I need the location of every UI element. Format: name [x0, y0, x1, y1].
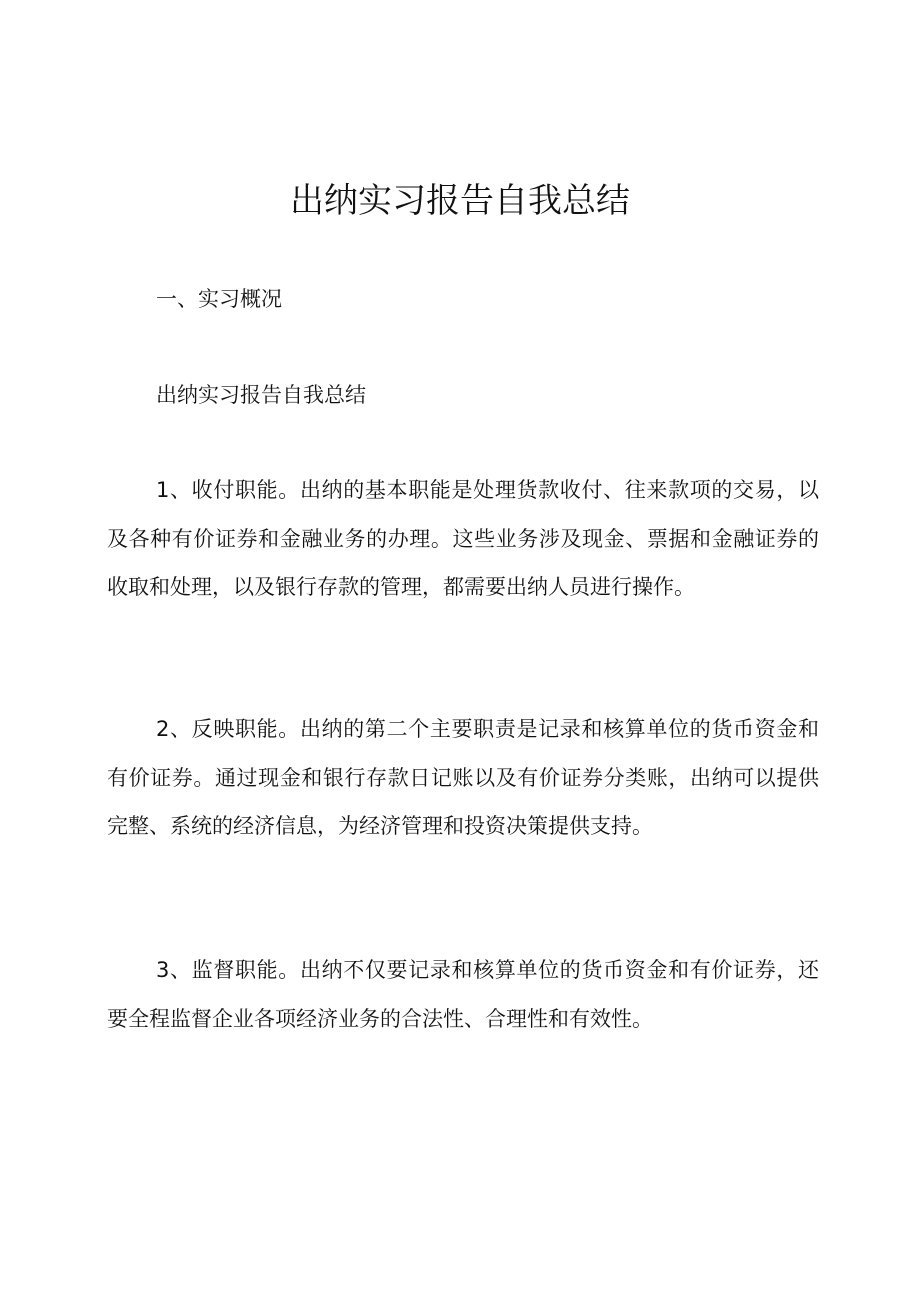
paragraph-collection-payment-function: 1、收付职能。出纳的基本职能是处理货款收付、往来款项的交易，以及各种有价证券和金融业务的办理。这些业务涉及现金、票据和金融证券的收取和处理，以及银行存款的管理，都需要出纳人员进行操作。	[107, 478, 819, 599]
paragraph-supervision-function: 3、监督职能。出纳不仅要记录和核算单位的货币资金和有价证券，还要全程监督企业各项经济业务的合法性、合理性和有效性。	[107, 958, 819, 1031]
paragraph-reporting-function: 2、反映职能。出纳的第二个主要职责是记录和核算单位的货币资金和有价证券。通过现金和银行存款日记账以及有价证券分类账，出纳可以提供完整、系统的经济信息，为经济管理和投资决策提供支持。	[107, 717, 819, 838]
section-heading: 一、实习概况	[156, 287, 282, 311]
document-title: 出纳实习报告自我总结	[290, 181, 630, 221]
document-subtitle: 出纳实习报告自我总结	[156, 383, 366, 407]
